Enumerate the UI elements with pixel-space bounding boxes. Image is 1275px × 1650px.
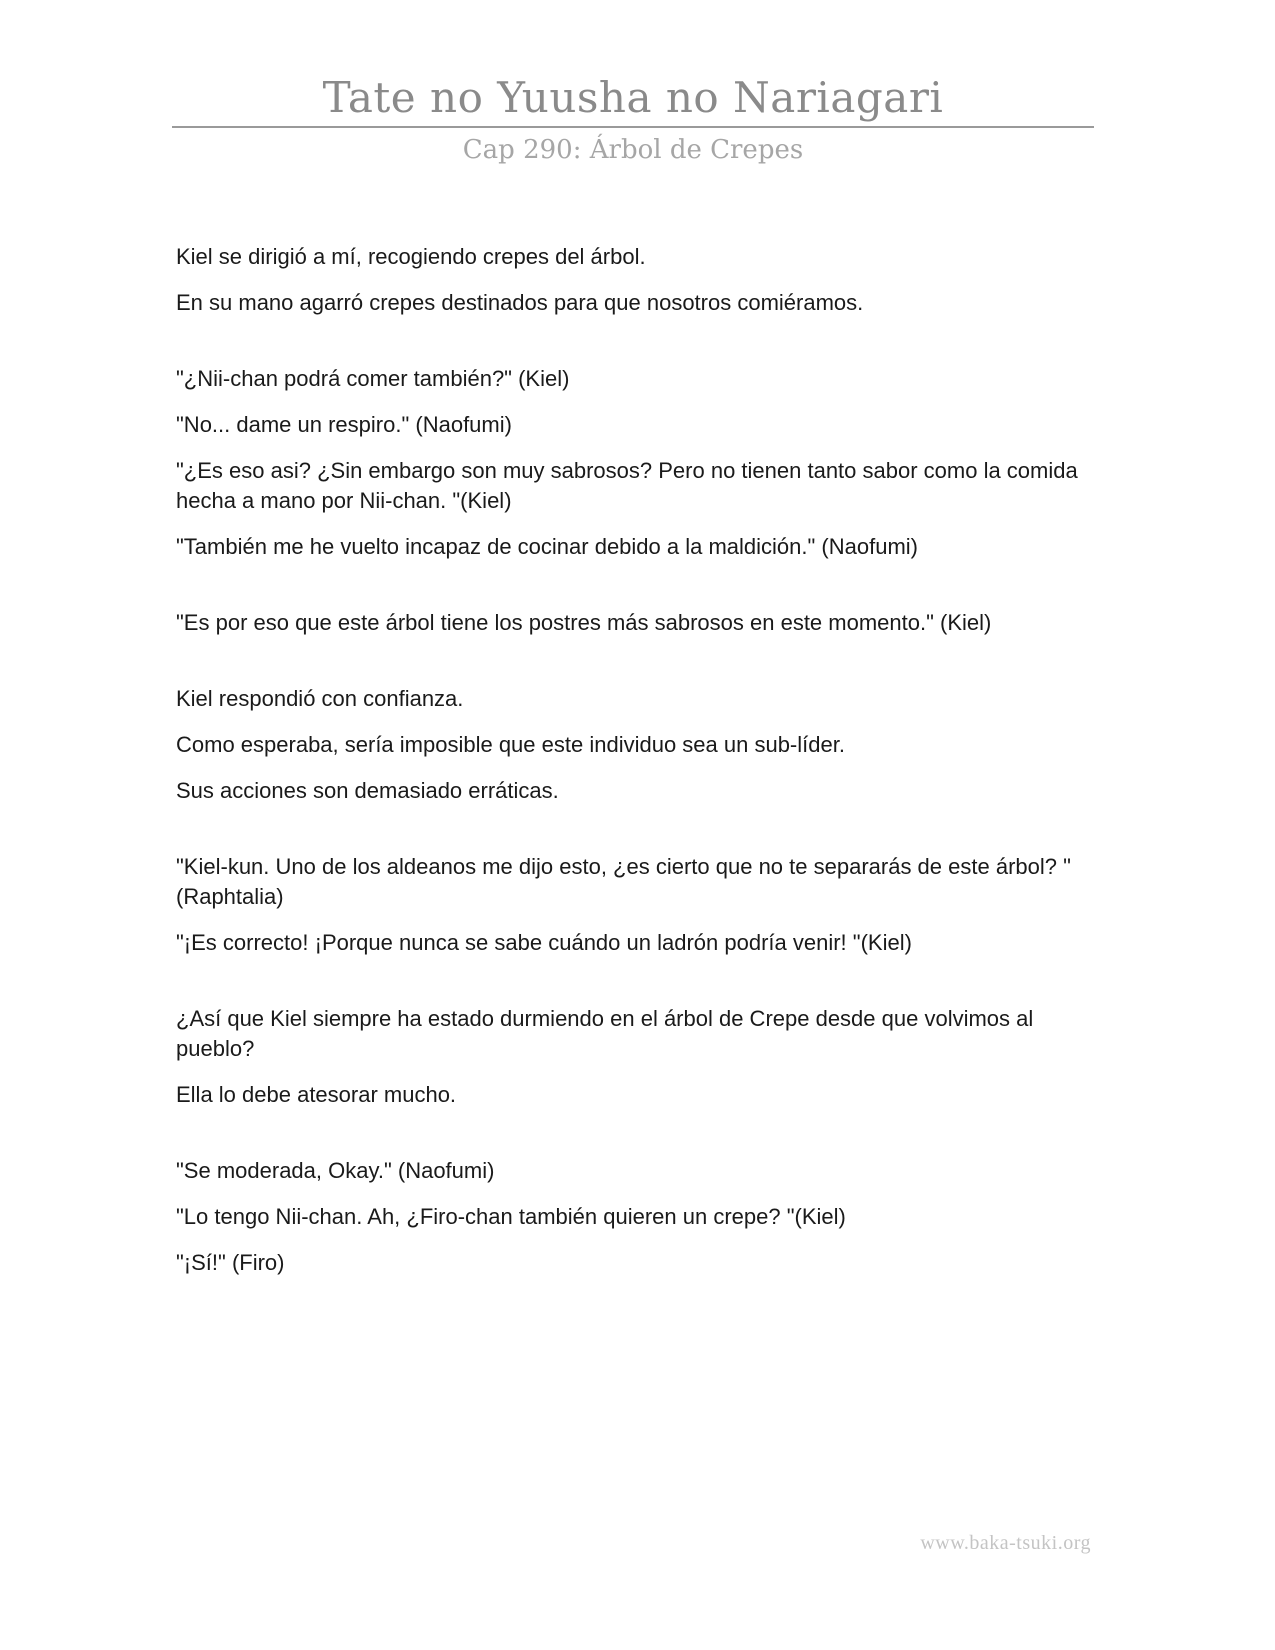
paragraph: Sus acciones son demasiado erráticas.: [176, 778, 559, 803]
paragraph: Kiel se dirigió a mí, recogiendo crepes del árbol.: [176, 244, 646, 269]
paragraph: "También me he vuelto incapaz de cocinar debido a la maldición." (Naofumi): [176, 534, 919, 559]
page-header: [172, 72, 1094, 168]
paragraph: "No... dame un respiro." (Naofumi): [176, 412, 512, 437]
paragraph: En su mano agarró crepes destinados para que nosotros comiéramos.: [176, 290, 864, 315]
paragraph: Como esperaba, sería imposible que este individuo sea un sub-líder.: [176, 732, 845, 757]
paragraph: "¿Es eso asi? ¿Sin embargo son muy sabrosos? Pero no tienen tanto sabor como la comida hecha a mano por Nii-chan. "(Kiel): [176, 458, 1078, 513]
paragraph: "¿Nii-chan podrá comer también?" (Kiel): [176, 366, 570, 391]
header-divider: [172, 126, 1094, 128]
paragraph: Ella lo debe atesorar mucho.: [176, 1082, 457, 1107]
paragraph: ¿Así que Kiel siempre ha estado durmiendo en el árbol de Crepe desde que volvimos al pueblo?: [176, 1006, 1034, 1061]
paragraph: "Es por eso que este árbol tiene los postres más sabrosos en este momento." (Kiel): [176, 610, 992, 635]
paragraph: "Se moderada, Okay." (Naofumi): [176, 1158, 495, 1183]
paragraph: "¡Sí!" (Firo): [176, 1250, 285, 1275]
paragraph: Kiel respondió con confianza.: [176, 686, 464, 711]
paragraph: "¡Es correcto! ¡Porque nunca se sabe cuándo un ladrón podría venir! "(Kiel): [176, 930, 912, 955]
paragraph: "Kiel-kun. Uno de los aldeanos me dijo esto, ¿es cierto que no te separarás de este árbol? "(Raphtalia): [176, 854, 1071, 909]
site-watermark: www.baka-tsuki.org: [920, 1532, 1091, 1554]
chapter-title: Cap 290: Árbol de Crepes: [462, 135, 804, 165]
paragraph: "Lo tengo Nii-chan. Ah, ¿Firo-chan también quieren un crepe? "(Kiel): [176, 1204, 846, 1229]
chapter-body: [176, 242, 1096, 1294]
series-title: Tate no Yuusha no Nariagari: [322, 73, 944, 122]
